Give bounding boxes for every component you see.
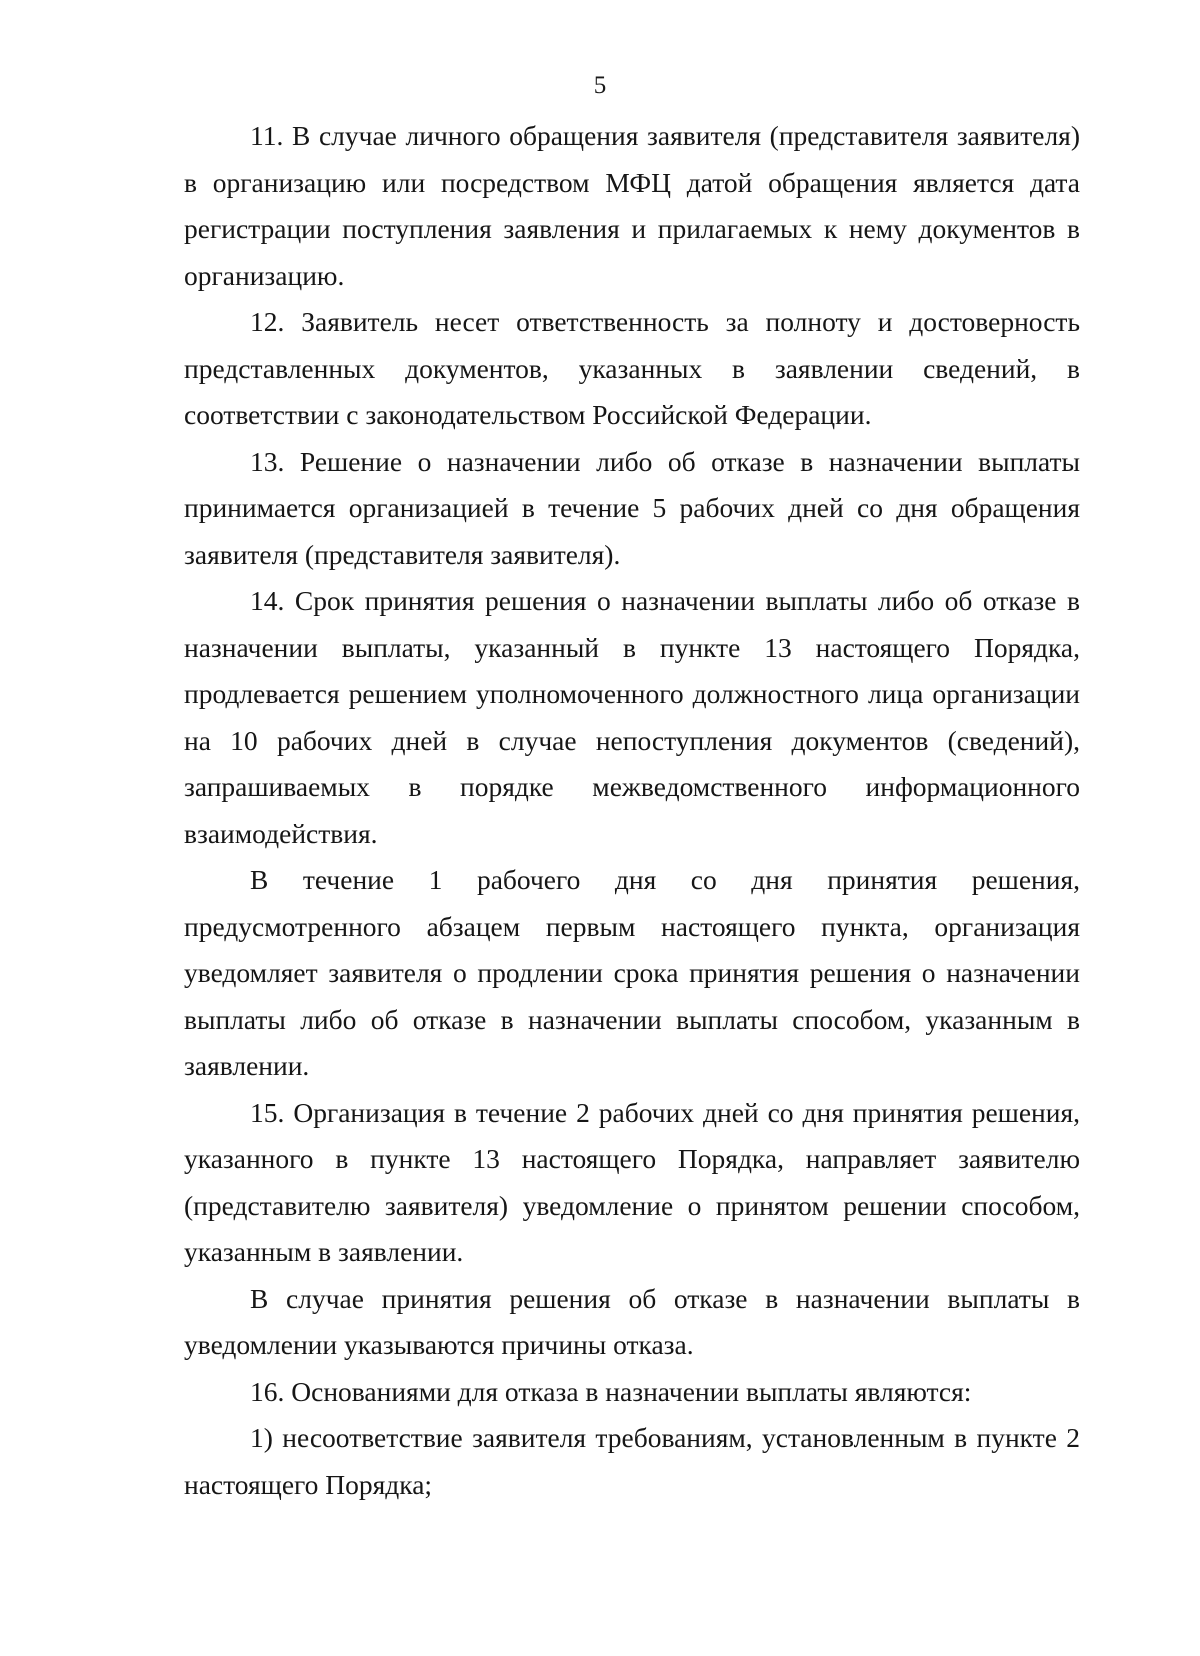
page-number: 5 (593, 72, 607, 99)
paragraph-14-second: В течение 1 рабочего дня со дня принятия решения, предусмотренного абзацем первым настоящего пункта, организация уведомляет заявителя о продлении срока принятия решения о назначении выплаты либо об отказе в назначении выплаты способом, указанным в заявлении. (184, 864, 1080, 1081)
document-body (184, 113, 1080, 1508)
paragraph-14: 14. Срок принятия решения о назначении выплаты либо об отказе в назначении выплаты, указанный в пункте 13 настоящего Порядка, продлевается решением уполномоченного должностного лица организации на 10 рабочих дней в случае непоступления документов (сведений), запрашиваемых в порядке межведомственного информационного взаимодействия. (184, 585, 1080, 849)
paragraph-15: 15. Организация в течение 2 рабочих дней со дня принятия решения, указанного в пункте 13 настоящего Порядка, направляет заявителю (представителю заявителя) уведомление о принятом решении способом, указанным в заявлении. (184, 1096, 1080, 1267)
paragraph-16: 16. Основаниями для отказа в назначении выплаты являются: (250, 1375, 972, 1407)
paragraph-12: 12. Заявитель несет ответственность за полноту и достоверность представленных документов, указанных в заявлении сведений, в соответствии с законодательством Российской Федерации. (184, 306, 1080, 430)
paragraph-11: 11. В случае личного обращения заявителя (представителя заявителя) в организацию или посредством МФЦ датой обращения является дата регистрации поступления заявления и прилагаемых к нему документов в организацию. (184, 120, 1080, 291)
paragraph-15-second: В случае принятия решения об отказе в назначении выплаты в уведомлении указываются причины отказа. (184, 1282, 1080, 1360)
paragraph-16-item-1: 1) несоответствие заявителя требованиям, установленным в пункте 2 настоящего Порядка; (184, 1422, 1080, 1500)
paragraph-13: 13. Решение о назначении либо об отказе в назначении выплаты принимается организацией в течение 5 рабочих дней со дня обращения заявителя (представителя заявителя). (184, 445, 1080, 570)
